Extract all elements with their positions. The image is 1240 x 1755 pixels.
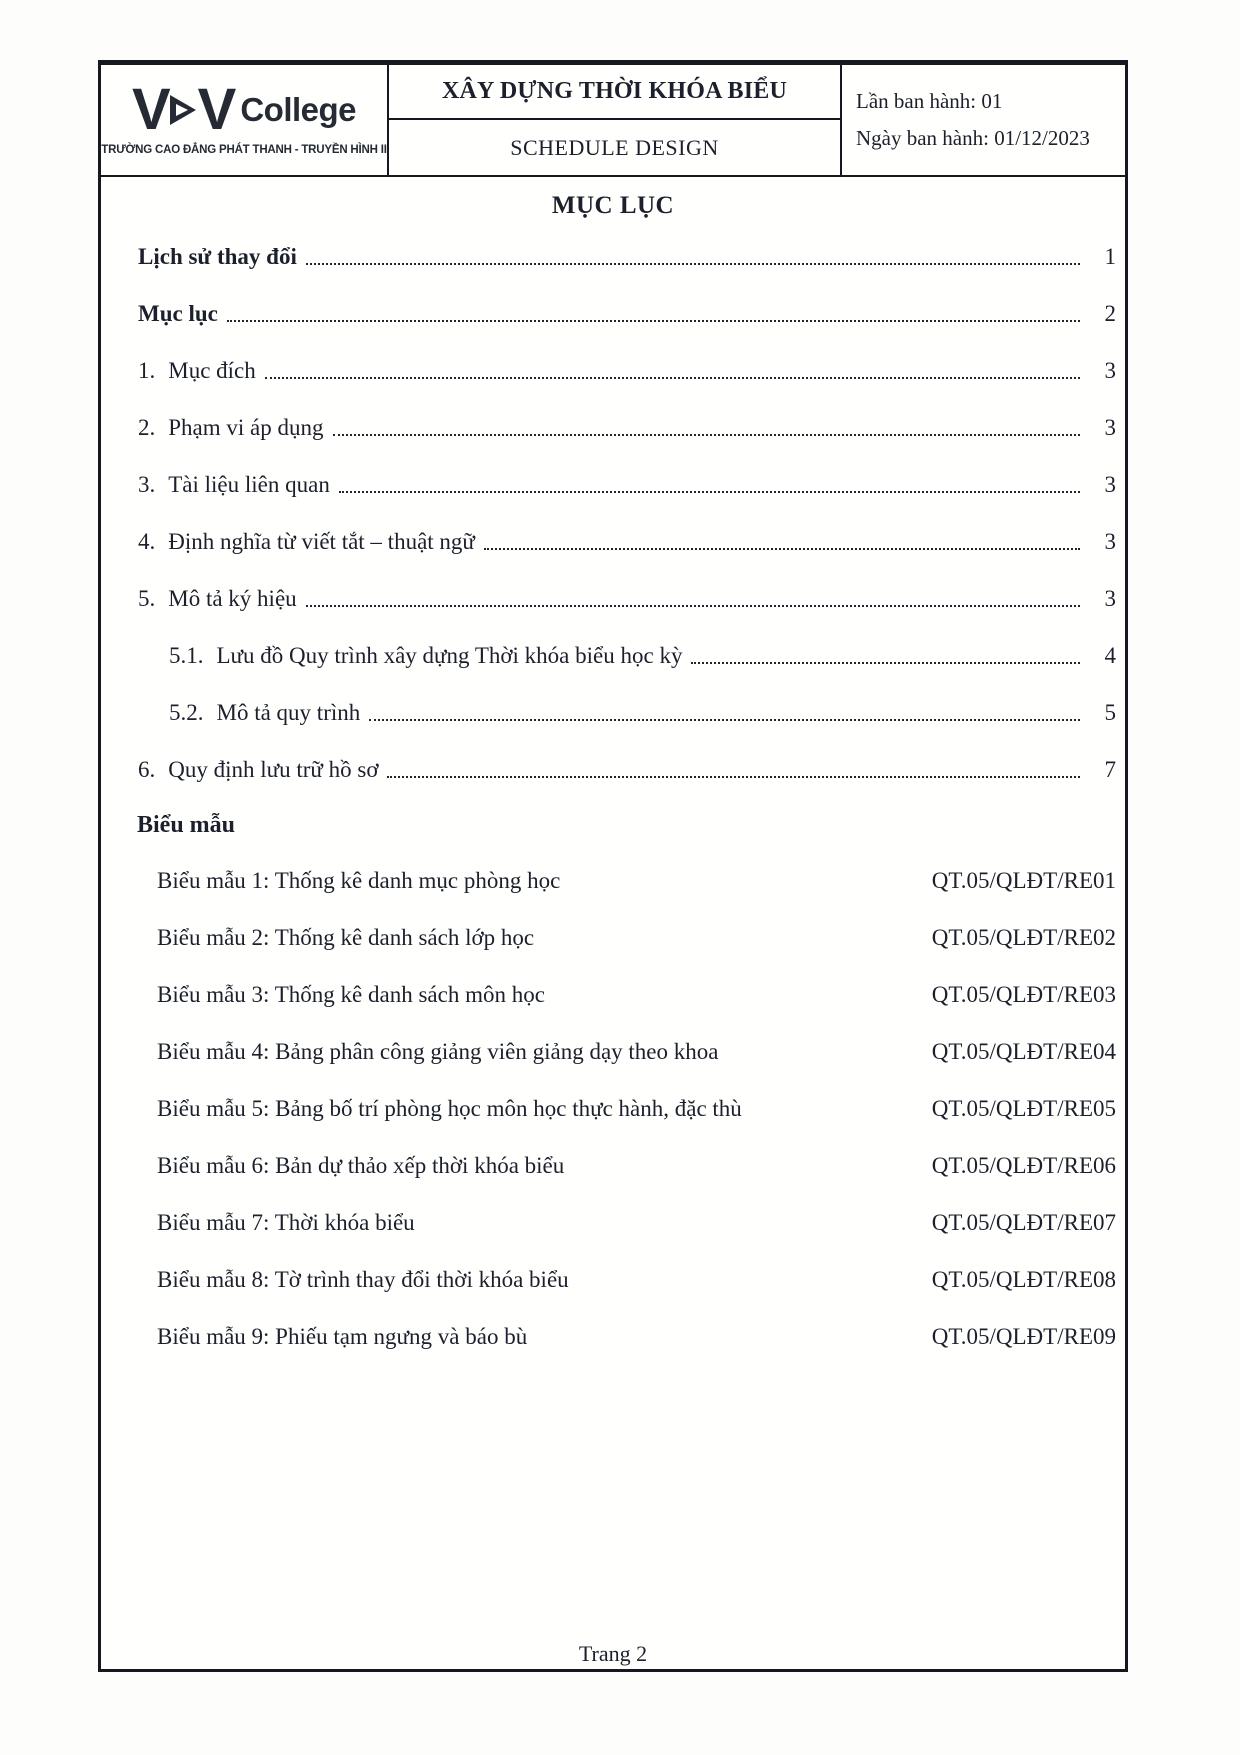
dotted-leader — [339, 476, 1080, 492]
form-code: QT.05/QLĐT/RE01 — [931, 867, 1116, 893]
dotted-leader — [333, 419, 1081, 435]
dotted-leader — [306, 248, 1080, 264]
toc-entry-label: Định nghĩa từ viết tắt – thuật ngữ — [168, 528, 475, 554]
form-row — [101, 1080, 1125, 1137]
document-title-en: SCHEDULE DESIGN — [510, 134, 719, 160]
toc-entry-label: Mục lục — [138, 300, 218, 326]
toc-entry — [101, 684, 1125, 741]
form-label: Biểu mẫu 1: Thống kê danh mục phòng học — [157, 867, 561, 893]
toc-entry-label: Lưu đồ Quy trình xây dựng Thời khóa biểu học kỳ — [216, 642, 683, 668]
page-footer: Trang 2 — [578, 1641, 648, 1666]
vov-college-logo — [131, 76, 357, 142]
form-label: Biểu mẫu 5: Bảng bố trí phòng học môn học thực hành, đặc thù — [157, 1095, 742, 1121]
play-triangle-icon — [170, 92, 197, 128]
form-code: QT.05/QLĐT/RE06 — [931, 1152, 1116, 1178]
form-label: Biểu mẫu 6: Bản dự thảo xếp thời khóa biểu — [157, 1152, 565, 1178]
form-row — [101, 966, 1125, 1023]
college-wordmark: College — [240, 90, 357, 128]
toc-entry-number: 5. — [138, 585, 156, 611]
form-code: QT.05/QLĐT/RE08 — [931, 1266, 1116, 1292]
toc-page-number: 3 — [1104, 528, 1116, 554]
toc-page-number: 3 — [1104, 471, 1116, 497]
dotted-leader — [227, 305, 1080, 321]
form-code: QT.05/QLĐT/RE07 — [931, 1209, 1116, 1235]
form-label: Biểu mẫu 2: Thống kê danh sách lớp học — [157, 924, 535, 950]
form-code: QT.05/QLĐT/RE05 — [931, 1095, 1116, 1121]
form-label: Biểu mẫu 9: Phiếu tạm ngưng và báo bù — [157, 1323, 528, 1349]
dotted-leader — [691, 647, 1080, 663]
document-header — [101, 65, 1125, 177]
toc-entry-label: Lịch sử thay đổi — [138, 243, 297, 269]
dotted-leader — [369, 704, 1080, 720]
logo-letter-v-left: V — [131, 76, 167, 142]
toc-page-number: 2 — [1104, 300, 1116, 326]
form-row — [101, 1194, 1125, 1251]
dotted-leader — [387, 761, 1080, 777]
toc-entry-number: 4. — [138, 528, 156, 554]
dotted-leader — [265, 362, 1080, 378]
form-label: Biểu mẫu 4: Bảng phân công giảng viên giảng dạy theo khoa — [157, 1038, 719, 1064]
toc-entry — [101, 570, 1125, 627]
form-code: QT.05/QLĐT/RE03 — [931, 981, 1116, 1007]
toc-entry-number: 2. — [138, 414, 156, 440]
title-cell — [389, 65, 842, 175]
toc-entry-label: Mục đích — [168, 357, 256, 383]
toc-entry-number: 5.1. — [169, 642, 204, 668]
form-code: QT.05/QLĐT/RE04 — [931, 1038, 1116, 1064]
toc-entry-label: Mô tả quy trình — [216, 699, 361, 725]
toc-entry — [101, 399, 1125, 456]
forms-list — [101, 852, 1125, 1365]
toc-entry — [101, 342, 1125, 399]
toc-entry-number: 6. — [138, 756, 156, 782]
form-row — [101, 1023, 1125, 1080]
form-label: Biểu mẫu 3: Thống kê danh sách môn học — [157, 981, 545, 1007]
toc-entry — [101, 228, 1125, 285]
logo-cell — [101, 65, 389, 175]
form-code: QT.05/QLĐT/RE02 — [931, 924, 1116, 950]
dotted-leader — [484, 533, 1080, 549]
form-row — [101, 1137, 1125, 1194]
document-frame — [98, 60, 1128, 1672]
toc-entry-label: Quy định lưu trữ hồ sơ — [168, 756, 379, 782]
logo-letter-v-right: V — [197, 76, 233, 142]
toc-page-number: 1 — [1104, 243, 1116, 269]
form-row — [101, 852, 1125, 909]
toc-page-number: 3 — [1104, 357, 1116, 383]
form-label: Biểu mẫu 8: Tờ trình thay đổi thời khóa biểu — [157, 1266, 569, 1292]
toc-heading: MỤC LỤC — [551, 192, 675, 219]
dotted-leader — [306, 590, 1080, 606]
toc-list — [101, 228, 1125, 798]
form-row — [101, 1308, 1125, 1365]
issue-number: Lần ban hành: 01 — [856, 89, 1003, 114]
form-row — [101, 909, 1125, 966]
toc-entry-label: Tài liệu liên quan — [168, 471, 330, 497]
form-label: Biểu mẫu 7: Thời khóa biểu — [157, 1209, 415, 1235]
toc-entry — [101, 285, 1125, 342]
forms-section-heading: Biểu mẫu — [137, 811, 236, 838]
toc-page-number: 3 — [1104, 414, 1116, 440]
toc-entry-label: Phạm vi áp dụng — [168, 414, 324, 440]
toc-page-number: 5 — [1104, 699, 1116, 725]
toc-entry — [101, 456, 1125, 513]
issue-date: Ngày ban hành: 01/12/2023 — [856, 126, 1090, 150]
document-title-vi: XÂY DỰNG THỜI KHÓA BIỂU — [389, 65, 840, 120]
toc-page-number: 4 — [1104, 642, 1116, 668]
form-row — [101, 1251, 1125, 1308]
toc-entry-number: 3. — [138, 471, 156, 497]
toc-page-number: 7 — [1104, 756, 1116, 782]
logo-tagline: TRƯỜNG CAO ĐẲNG PHÁT THANH - TRUYỀN HÌNH II — [101, 143, 387, 156]
toc-entry-number: 1. — [138, 357, 156, 383]
toc-entry — [101, 741, 1125, 798]
toc-entry-label: Mô tả ký hiệu — [168, 585, 297, 611]
form-code: QT.05/QLĐT/RE09 — [931, 1323, 1116, 1349]
toc-page-number: 3 — [1104, 585, 1116, 611]
toc-entry — [101, 513, 1125, 570]
issue-info-cell — [842, 65, 1125, 175]
toc-entry-number: 5.2. — [169, 699, 204, 725]
toc-entry — [101, 627, 1125, 684]
